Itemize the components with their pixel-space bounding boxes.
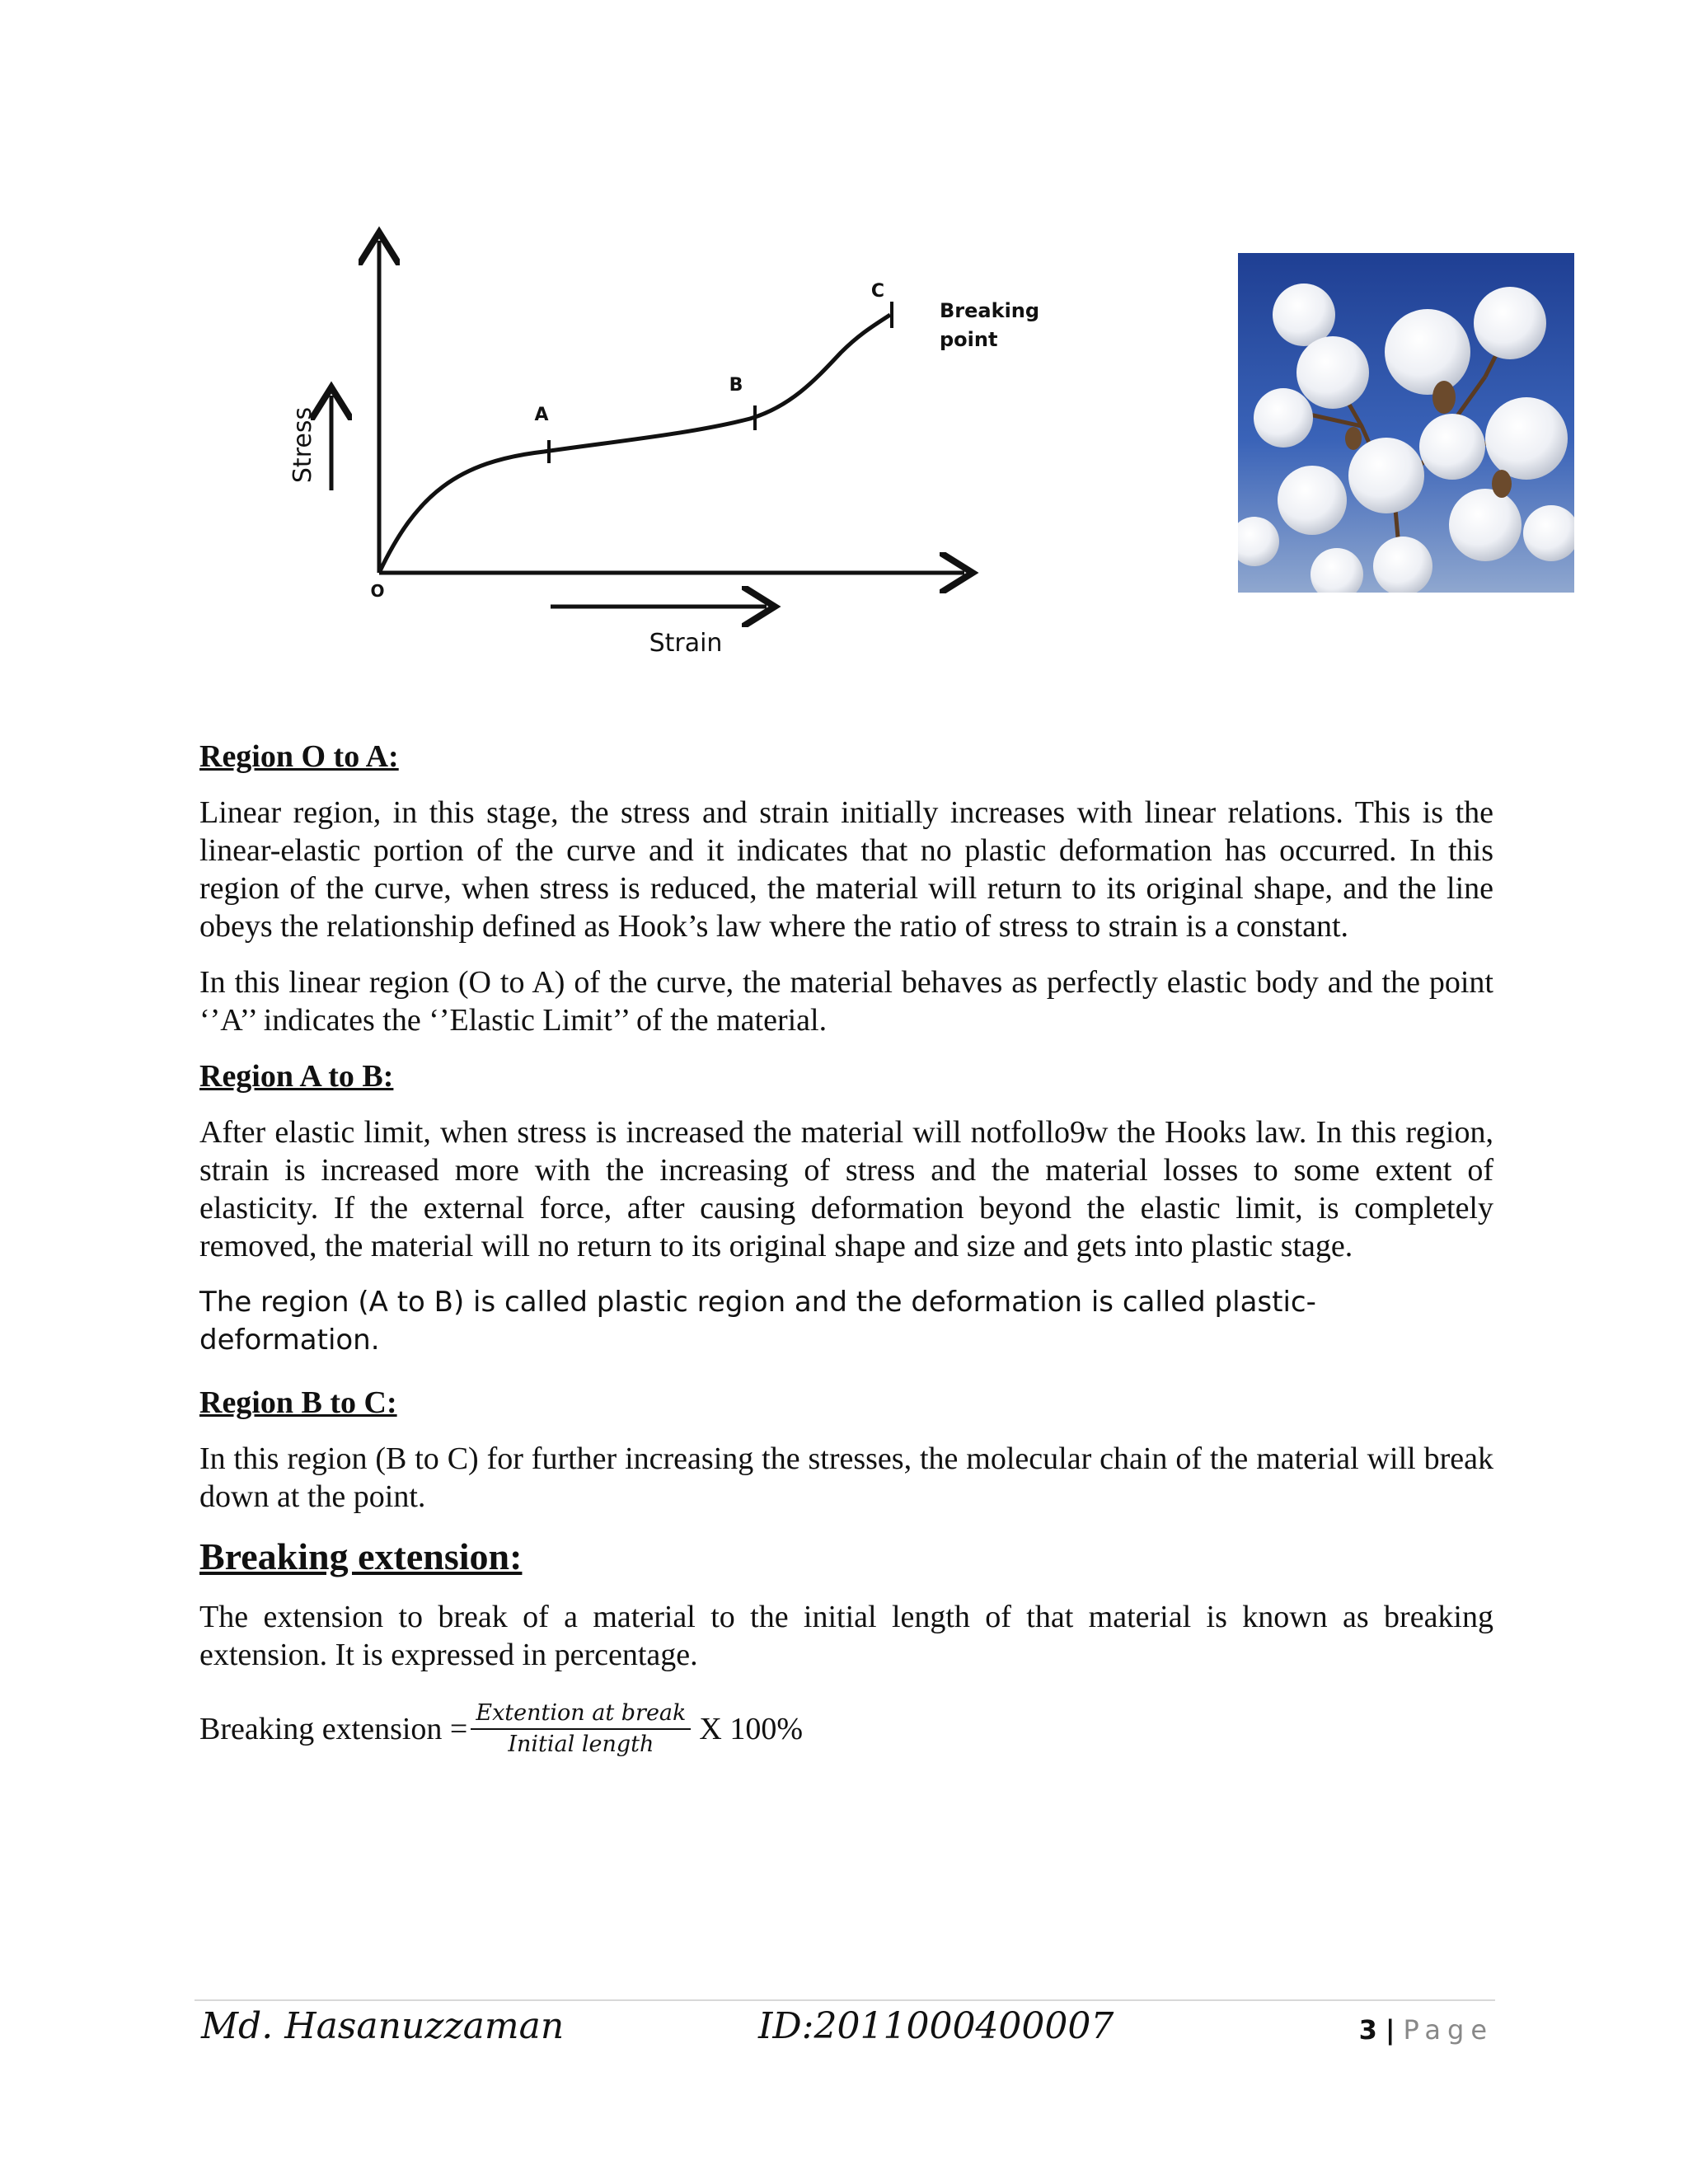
paragraph-region-b-to-c-1: In this region (B to C) for further increasing the stresses, the molecular chain of the material will break down at the point. xyxy=(199,1441,1493,1514)
cotton-bolls-photo xyxy=(1238,253,1574,593)
breaking-point-label-line1: Breaking xyxy=(940,299,1040,322)
page-separator: | xyxy=(1385,2014,1395,2046)
paragraph-region-a-to-b-2: The region (A to B) is called plastic region and the deformation is called plastic-deformation. xyxy=(199,1286,1316,1357)
heading-region-o-to-a: Region O to A: xyxy=(199,739,399,774)
paragraph-region-a-to-b-1: After elastic limit, when stress is increased the material will notfollo9w the Hooks law. In this region, strain is increased more with the increasing of stress and the material losses to some extent of elasticity. If the external force, after causing deformation beyond the elastic limit, is completely removed, the material will no return to its original shape and size and gets into plastic stage. xyxy=(199,1115,1493,1263)
footer-page-number xyxy=(1359,2014,1493,2046)
point-a-label: A xyxy=(534,405,549,425)
heading-region-a-to-b: Region A to B: xyxy=(199,1059,394,1094)
formula-rhs: X 100% xyxy=(699,1712,803,1746)
stress-strain-curve xyxy=(379,315,890,573)
footer-author-name: Md. Hasanuzzaman xyxy=(201,2005,565,2047)
origin-label: O xyxy=(370,581,385,601)
x-axis-label: Strain xyxy=(649,629,723,658)
document-body xyxy=(199,738,1493,1760)
page-number: 3 xyxy=(1358,2014,1377,2046)
y-axis-label: Stress xyxy=(288,406,317,484)
breaking-extension-formula xyxy=(199,1699,1493,1760)
paragraph-breaking-extension: The extension to break of a material to the initial length of that material is known as breaking extension. It is expressed in percentage. xyxy=(199,1600,1493,1672)
footer-student-id: ID:2011000400007 xyxy=(758,2005,1114,2047)
page-label: Page xyxy=(1403,2014,1493,2046)
formula-fraction xyxy=(471,1699,691,1760)
formula-lhs: Breaking extension = xyxy=(199,1712,468,1746)
point-b-label: B xyxy=(729,375,743,396)
formula-denominator: Initial length xyxy=(508,1732,654,1757)
paragraph-region-o-to-a-1: Linear region, in this stage, the stress and strain initially increases with linear relations. This is the linear-elastic portion of the curve and it indicates that no plastic deformation has occurred. In this region of the curve, when stress is reduced, the material will return to its original shape, and the line obeys the relationship defined as Hook’s law where the ratio of stress to strain is a constant. xyxy=(199,795,1493,944)
paragraph-region-o-to-a-2: In this linear region (O to A) of the curve, the material behaves as perfectly elastic body and the point ‘’A’’ indicates the ‘’Elastic Limit’’ of the material. xyxy=(199,965,1493,1038)
heading-breaking-extension: Breaking extension: xyxy=(199,1535,523,1577)
footer-divider xyxy=(195,1999,1495,2001)
formula-numerator: Extention at break xyxy=(471,1699,691,1730)
stress-strain-diagram xyxy=(272,223,1080,668)
heading-region-b-to-c: Region B to C: xyxy=(199,1385,397,1420)
point-c-label: C xyxy=(870,281,885,302)
breaking-point-label-line2: point xyxy=(940,328,998,351)
